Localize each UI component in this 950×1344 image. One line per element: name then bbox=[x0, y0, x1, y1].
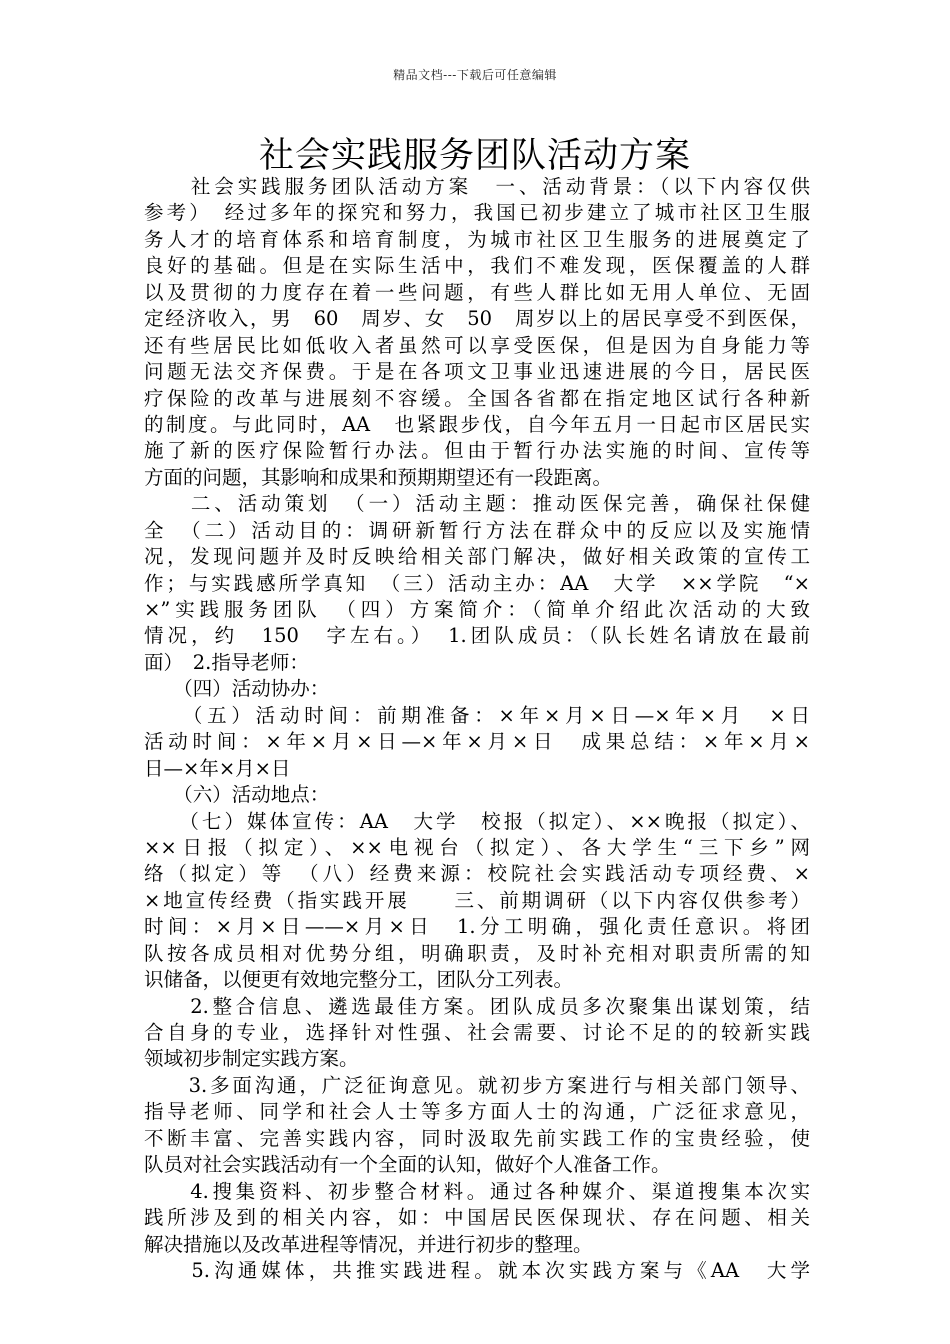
body-text-line: 参考） 经过多年的探究和努力，我国已初步建立了城市社区卫生服 bbox=[144, 201, 810, 225]
body-text-line: 情况，约 150 字左右。） 1.团队成员：（队长姓名请放在最前 bbox=[144, 624, 810, 648]
body-text-line: 二、活动策划 （一）活动主题：推动医保完善，确保社保健 bbox=[144, 492, 810, 516]
body-text-line: ×地宣传经费（指实践开展 三、前期调研（以下内容仅供参考） bbox=[144, 888, 810, 912]
body-text-line: 队按各成员相对优势分组，明确职责，及时补充相对职责所需的知 bbox=[144, 941, 810, 965]
body-text-line: 疗保险的改革与进展刻不容缓。全国各省都在指定地区试行各种新 bbox=[144, 386, 810, 410]
body-text-line: 况，发现问题并及时反映给相关部门解决，做好相关政策的宣传工 bbox=[144, 545, 810, 569]
body-text-line: ××日报（拟定）、××电视台（拟定）、各大学生“三下乡”网 bbox=[144, 835, 810, 859]
body-text-line: 施了新的医疗保险暂行办法。但由于暂行办法实施的时间、宣传等 bbox=[144, 439, 810, 463]
body-text-line: 方面的问题，其影响和成果和预期期望还有一段距离。 bbox=[144, 465, 613, 489]
body-text-line: 面） 2.指导老师： bbox=[144, 650, 309, 674]
body-text-line: 络（拟定）等 （八）经费来源：校院社会实践活动专项经费、× bbox=[144, 862, 810, 886]
body-text-line: 良好的基础。但是在实际生活中，我们不难发现，医保覆盖的人群 bbox=[144, 254, 810, 278]
body-text-line: ×”实践服务团队 （四）方案简介：（简单介绍此次活动的大致 bbox=[144, 598, 810, 621]
body-text-line: 识储备，以便更有效地完整分工，团队分工列表。 bbox=[144, 968, 574, 992]
page-header: 精品文档---下载后可任意编辑 bbox=[393, 68, 557, 82]
body-text-line: （五）活动时间：前期准备：×年×月×日—×年×月 ×日 bbox=[144, 703, 810, 727]
body-text-line: 解决措施以及改革进程等情况，并进行初步的整理。 bbox=[144, 1232, 593, 1256]
body-text-line: 作；与实践感所学真知 （三）活动主办：AA 大学 ××学院 “× bbox=[144, 571, 810, 595]
body-text-line: 社会实践服务团队活动方案 一、活动背景：（以下内容仅供 bbox=[144, 175, 810, 198]
body-text-line: 问题无法交齐保费。于是在各项文卫事业迅速进展的今日，居民医 bbox=[144, 360, 810, 384]
body-text-line: 指导老师、同学和社会人士等多方面人士的沟通，广泛征求意见， bbox=[144, 1100, 810, 1124]
body-text-line: 4.搜集资料、初步整合材料。通过各种媒介、渠道搜集本次实 bbox=[144, 1179, 810, 1203]
body-text-line: 不断丰富、完善实践内容，同时汲取先前实践工作的宝贵经验，使 bbox=[144, 1126, 810, 1150]
body-text-line: 全 （二）活动目的：调研新暂行方法在群众中的反应以及实施情 bbox=[144, 518, 810, 542]
body-text-line: 的制度。与此同时，AA 也紧跟步伐，自今年五月一日起市区居民实 bbox=[144, 412, 810, 436]
body-text-line: 5.沟通媒体，共推实践进程。就本次实践方案与《AA 大学 bbox=[144, 1258, 810, 1282]
document-body bbox=[144, 174, 810, 1284]
body-text-line: 领域初步制定实践方案。 bbox=[144, 1047, 359, 1071]
body-text-line: 活动时间：×年×月×日—×年×月×日 成果总结：×年×月× bbox=[144, 730, 810, 754]
body-text-line: 2.整合信息、遴选最佳方案。团队成员多次聚集出谋划策，结 bbox=[144, 994, 810, 1018]
body-text-line: 以及贯彻的力度存在着一些问题，有些人群比如无用人单位、无固 bbox=[144, 280, 810, 304]
body-text-line: 务人才的培育体系和培育制度，为城市社区卫生服务的进展奠定了 bbox=[144, 227, 810, 251]
body-text-line: （七）媒体宣传：AA 大学 校报（拟定）、××晚报（拟定）、 bbox=[144, 809, 810, 833]
body-text-line: （六）活动地点： bbox=[144, 783, 330, 807]
body-text-line: 队员对社会实践活动有一个全面的认知，做好个人准备工作。 bbox=[144, 1153, 671, 1177]
document-title: 社会实践服务团队活动方案 bbox=[258, 136, 691, 176]
body-text-line: 践所涉及到的相关内容，如：中国居民医保现状、存在问题、相关 bbox=[144, 1206, 810, 1230]
body-text-line: 合自身的专业，选择针对性强、社会需要、讨论不足的的较新实践 bbox=[144, 1021, 810, 1044]
body-text-line: 时间：×月×日——×月×日 1.分工明确，强化责任意识。将团 bbox=[144, 915, 810, 939]
body-text-line: 还有些居民比如低收入者虽然可以享受医保，但是因为自身能力等 bbox=[144, 333, 810, 357]
body-text-line: 定经济收入，男 60 周岁、女 50 周岁以上的居民享受不到医保， bbox=[144, 307, 810, 331]
body-text-line: （四）活动协办： bbox=[144, 677, 330, 701]
body-text-line: 日—×年×月×日 bbox=[144, 756, 291, 780]
body-text-line: 3.多面沟通，广泛征询意见。就初步方案进行与相关部门领导、 bbox=[144, 1073, 810, 1097]
